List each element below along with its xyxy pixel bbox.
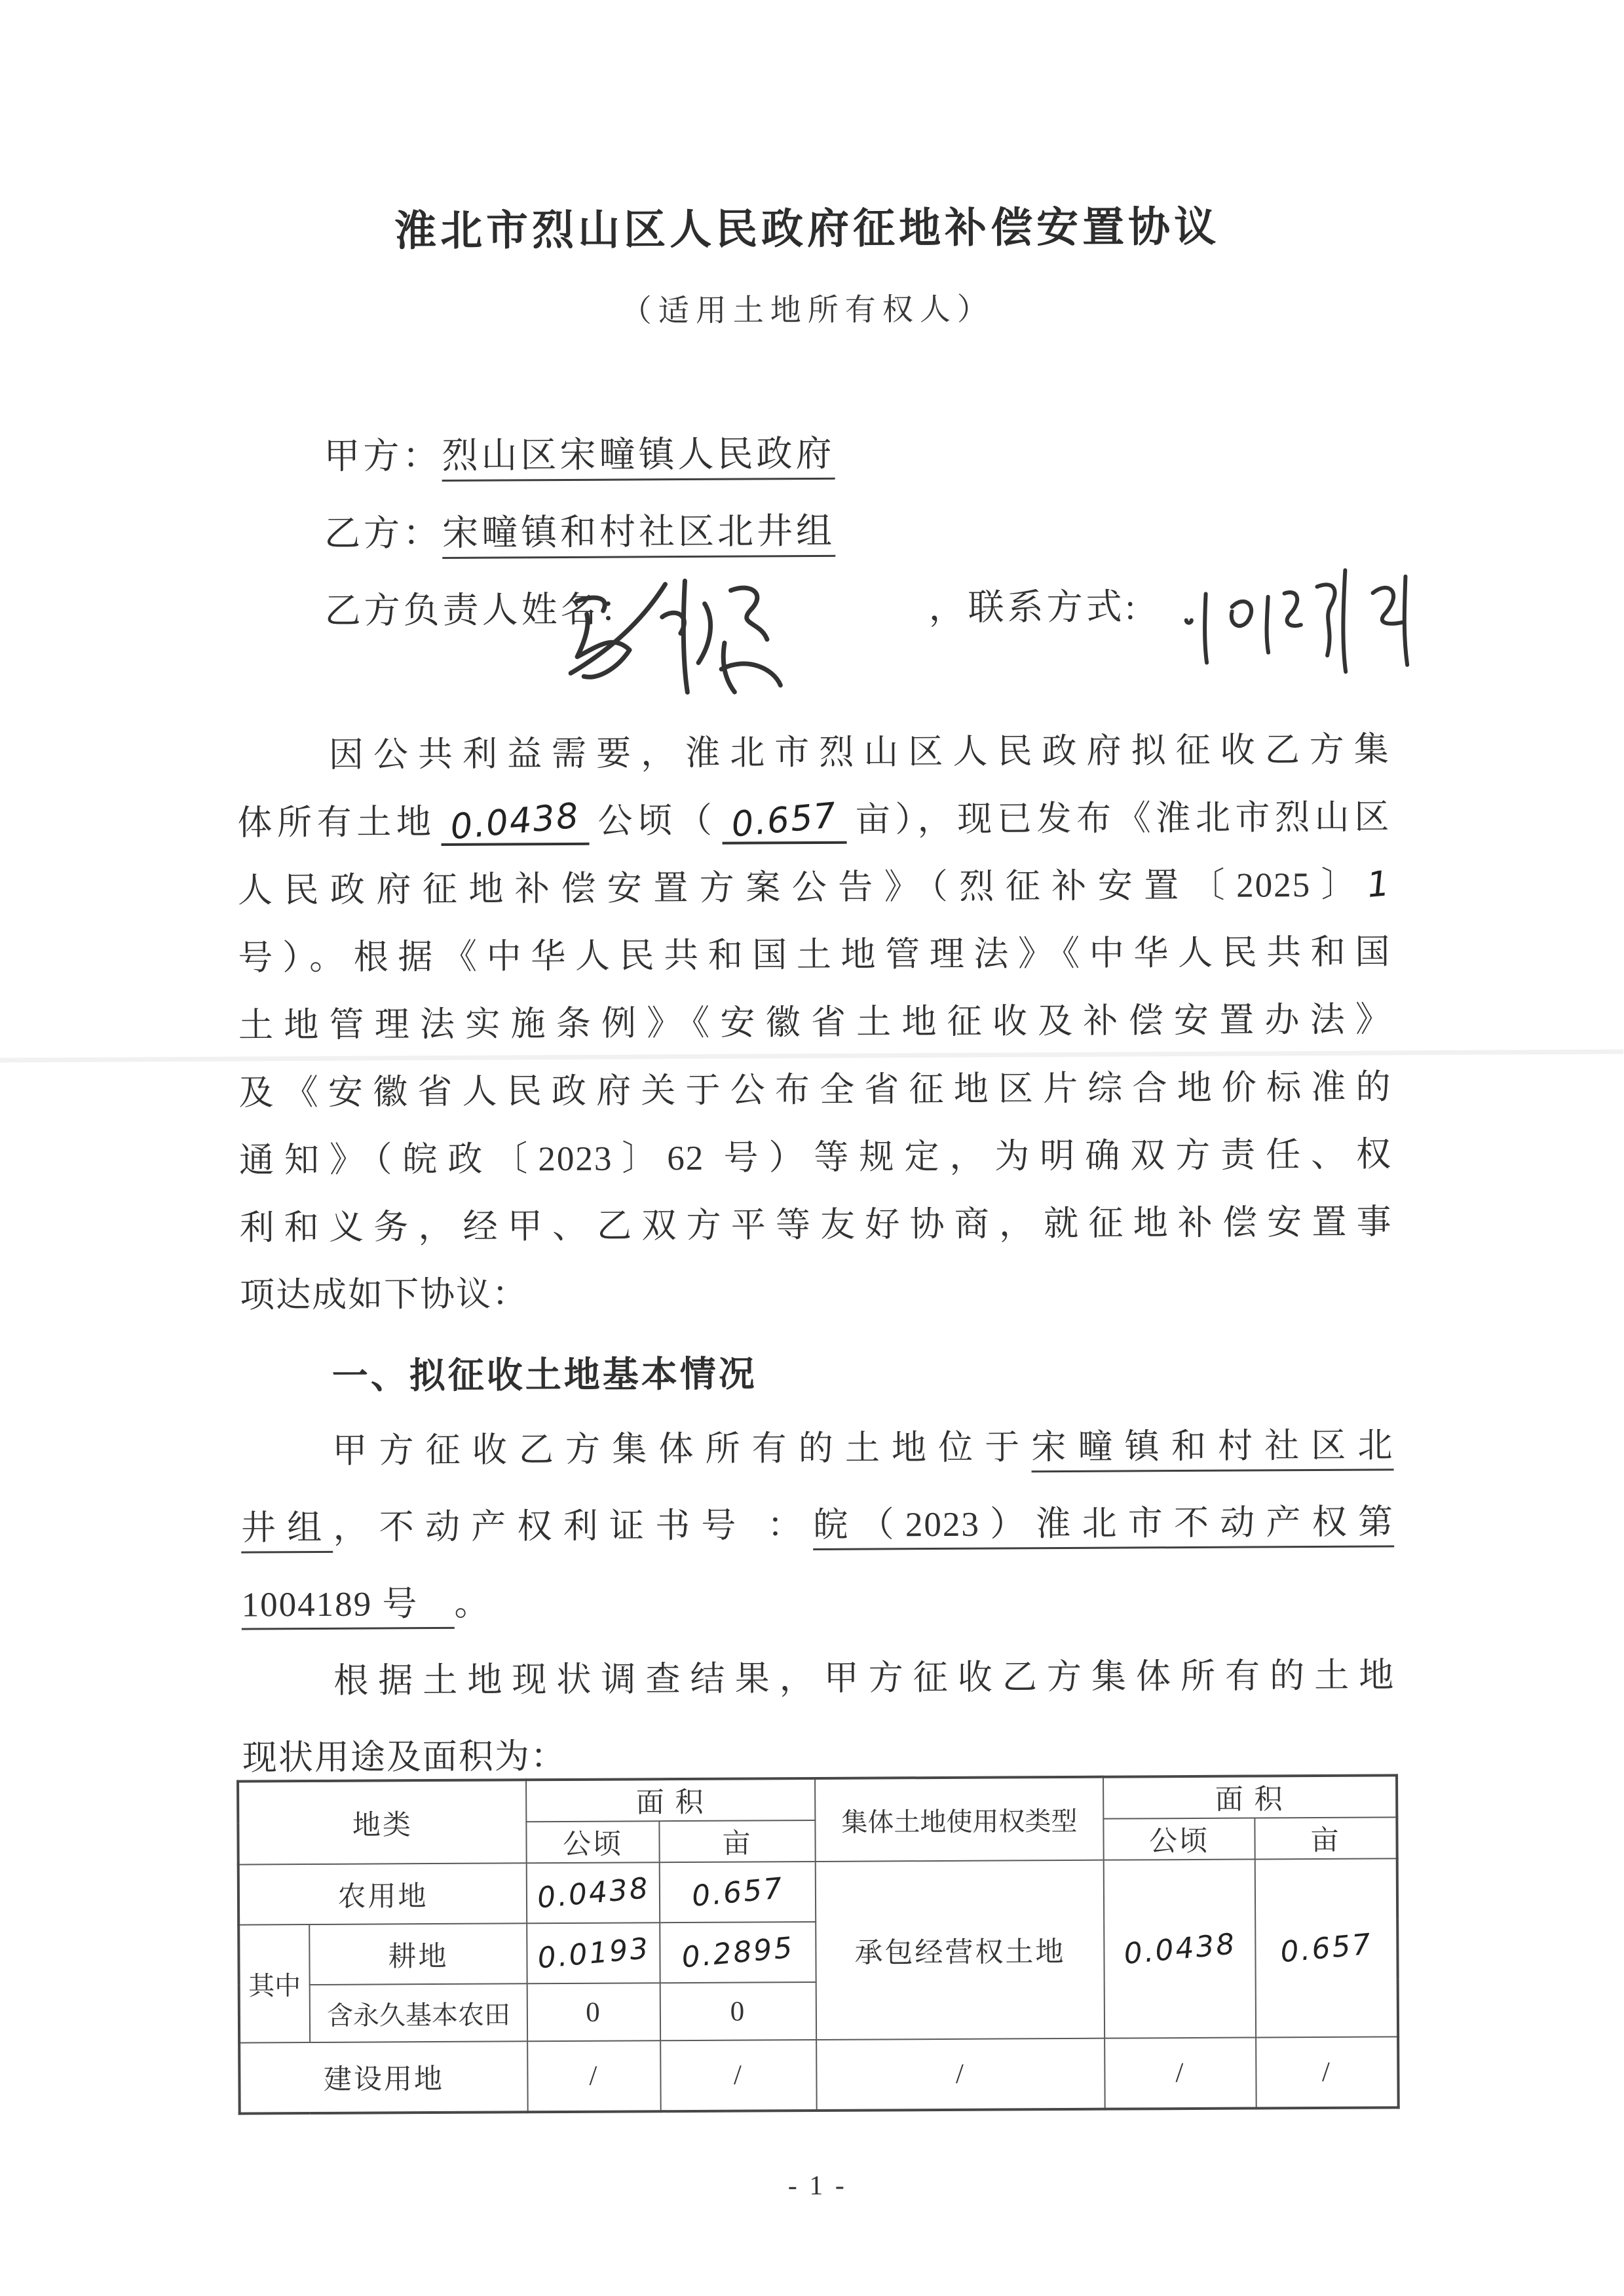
para1-line2-text-c: 亩），现已发布《淮北市烈山区 xyxy=(852,798,1391,839)
header-land-class: 地类 xyxy=(238,1780,527,1864)
section1-line2-text: ，不动产权利证书号 ： xyxy=(333,1506,814,1547)
header-area-right: 面 积 xyxy=(1103,1775,1397,1818)
section1-line1-text: 甲方征收乙方集体所有的土地位于 xyxy=(332,1428,1032,1470)
contact-label-line xyxy=(928,577,1139,630)
party-b-line xyxy=(324,502,835,556)
cell-construction-v4: / xyxy=(1105,2037,1256,2109)
issue-number-handwritten: 1 xyxy=(1365,863,1393,906)
para1-line7: 通知》（皖政〔2023〕62 号）等规定，为明确双方责任、权 xyxy=(238,1136,1393,1180)
cell-cultivated-label: 耕地 xyxy=(309,1923,527,1985)
cell-cultivated-ha: 0.0193 xyxy=(527,1923,660,1983)
certificate-number-cont: 1004189 号 xyxy=(241,1585,454,1630)
header-right-type: 集体土地使用权类型 xyxy=(815,1777,1104,1862)
para1-line3-text: 人民政府征地补偿安置方案公告》（烈征补安置〔2025〕 xyxy=(237,866,1368,910)
para1-line8: 利和义务，经甲、乙双方平等友好协商，就征地补偿安置事 xyxy=(239,1203,1393,1248)
party-b-label: 乙方： xyxy=(324,512,443,554)
table-row-agricultural xyxy=(238,1858,1397,1924)
para1-line5: 土地管理法实施条例》《安徽省土地征收及补偿安置办法》 xyxy=(238,1001,1392,1045)
cell-construction-v2: / xyxy=(660,2040,817,2111)
cell-right-ha: 0.0438 xyxy=(1104,1859,1256,2038)
header-mu-right: 亩 xyxy=(1255,1817,1397,1859)
section1-line2 xyxy=(241,1494,1394,1550)
party-a-line xyxy=(324,425,835,479)
party-b-value: 宋疃镇和村社区北井组 xyxy=(442,511,835,559)
party-a-value: 烈山区宋疃镇人民政府 xyxy=(442,434,835,482)
table-row-construction xyxy=(239,2037,1399,2113)
section1-heading: 一、拟征收土地基本情况 xyxy=(331,1353,757,1396)
hectares-handwritten: 0.0438 xyxy=(441,801,589,846)
section1-line1 xyxy=(240,1417,1393,1473)
location-underlined-cont: 井组 xyxy=(241,1509,333,1554)
certificate-number-underlined: 皖（2023）淮北市不动产权第 xyxy=(813,1503,1394,1550)
page-title: 淮北市烈山区人民政府征地补偿安置协议 xyxy=(394,202,1220,255)
para1-line2 xyxy=(237,789,1390,847)
section1-line5: 现状用途及面积为： xyxy=(242,1737,567,1778)
para1-line4: 号）。根据《中华人民共和国土地管理法》《中华人民共和国 xyxy=(238,933,1391,978)
para1-line2-text-b: 公顷（ xyxy=(594,801,717,841)
rep-label: 乙方负责人姓名： xyxy=(324,589,639,631)
contact-handwriting xyxy=(1176,555,1426,691)
cell-cultivated-mu: 0.2895 xyxy=(660,1922,816,1983)
section1-line4: 根据土地现状调查结果，甲方征收乙方集体所有的土地 xyxy=(333,1656,1395,1700)
header-area-left: 面 积 xyxy=(526,1778,815,1822)
para1-line9: 项达成如下协议： xyxy=(240,1275,529,1315)
section1-line3-period: 。 xyxy=(454,1584,491,1623)
location-underlined: 宋疃镇和村社区北 xyxy=(1031,1426,1393,1472)
contact-label: ，联系方式: xyxy=(928,586,1139,628)
para1-line2-text-a: 体所有土地 xyxy=(237,803,436,843)
cell-construction-v1: / xyxy=(527,2040,661,2112)
signature-handwriting xyxy=(557,562,793,704)
para1-line1: 因公共利益需要，淮北市烈山区人民政府拟征收乙方集 xyxy=(328,731,1390,775)
cell-agricultural-label: 农用地 xyxy=(238,1863,527,1924)
party-a-label: 甲方： xyxy=(324,435,442,476)
cell-construction-v3: / xyxy=(816,2038,1105,2111)
header-mu-left: 亩 xyxy=(659,1820,815,1862)
cell-right-type-value: 承包经营权土地 xyxy=(816,1860,1105,2040)
table-header-row-1 xyxy=(238,1775,1397,1823)
cell-agricultural-mu: 0.657 xyxy=(660,1862,816,1923)
cell-among-which: 其中 xyxy=(238,1924,310,2043)
mu-handwritten: 0.657 xyxy=(722,800,846,845)
header-hectare-right: 公顷 xyxy=(1103,1818,1255,1860)
para1-line3 xyxy=(238,856,1391,912)
cell-construction-label: 建设用地 xyxy=(239,2041,528,2113)
page-subtitle: （适用土地所有权人） xyxy=(620,292,994,329)
cell-permanent-ha: 0 xyxy=(527,1983,660,2041)
section1-line3 xyxy=(241,1571,1394,1626)
page-number: - 1 - xyxy=(787,2170,847,2202)
land-area-table xyxy=(236,1774,1400,2114)
cell-permanent-mu: 0 xyxy=(660,1982,816,2040)
cell-agricultural-ha: 0.0438 xyxy=(527,1862,660,1923)
header-hectare-left: 公顷 xyxy=(526,1821,659,1863)
para1-line6: 及《安徽省人民政府关于公布全省征地区片综合地价标准的 xyxy=(238,1068,1392,1113)
cell-permanent-label: 含永久基本农田 xyxy=(310,1983,527,2042)
cell-right-mu: 0.657 xyxy=(1255,1858,1398,2037)
cell-construction-v5: / xyxy=(1256,2037,1399,2108)
